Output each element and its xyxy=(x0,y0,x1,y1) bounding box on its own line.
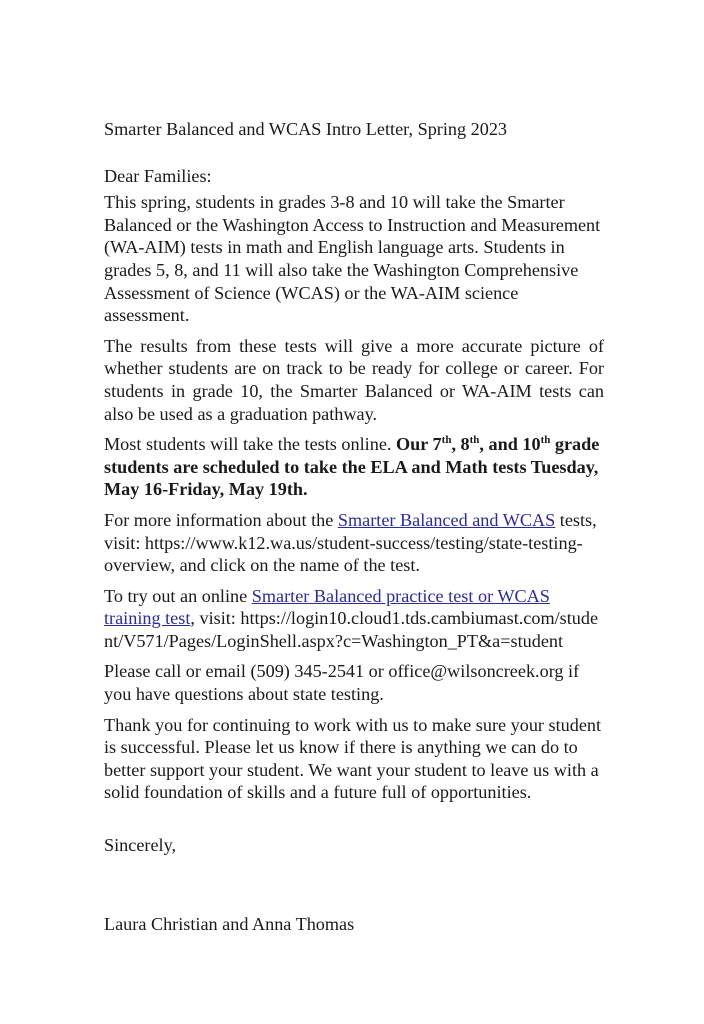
practice-url-text: , visit: https://login10.cloud1.tds.cambiumast.com/student/V571/Pages/LoginShell.aspx?c=Washington_PT&a=student xyxy=(104,608,599,651)
paragraph-practice-test xyxy=(104,585,604,653)
schedule-bold-part: Our 7 xyxy=(396,434,442,455)
practice-intro-text: To try out an online xyxy=(104,585,252,606)
salutation: Dear Families: xyxy=(104,165,212,186)
closing: Sincerely, xyxy=(104,835,177,856)
schedule-bold-part: , 8 xyxy=(451,434,470,455)
schedule-bold-part: grade students are scheduled to take the ELA and Math tests Tuesday, May 16-Friday, May 19th. xyxy=(104,434,600,500)
paragraph-schedule xyxy=(104,433,604,501)
schedule-intro: Most students will take the tests online. xyxy=(104,434,396,455)
signature: Laura Christian and Anna Thomas xyxy=(104,913,355,934)
letter-title: Smarter Balanced and WCAS Intro Letter, Spring 2023 xyxy=(104,119,508,139)
schedule-bold-part: , and 10 xyxy=(479,434,541,455)
more-info-url-text: tests, visit: https://www.k12.wa.us/student-success/testing/state-testing-overview, and click on the name of the test. xyxy=(104,509,597,576)
paragraph-more-info xyxy=(104,509,604,577)
paragraph-thank-you: Thank you for continuing to work with us to make sure your student is successful. Please let us know if there is anything we can do to better support your student. We want your student to leave us with a solid foundation of skills and a future full of opportunities. xyxy=(104,714,602,803)
smarter-balanced-wcas-link[interactable]: Smarter Balanced and WCAS xyxy=(337,509,556,530)
ordinal-suffix: th xyxy=(469,434,480,447)
ordinal-suffix: th xyxy=(540,434,551,447)
paragraph-contact: Please call or email (509) 345-2541 or office@wilsoncreek.org if you have questions about state testing. xyxy=(104,661,580,705)
paragraph-results: The results from these tests will give a more accurate picture of whether students are on track to be ready for college or career. For students in grade 10, the Smarter Balanced or WA-AIM tests can also be used as a graduation pathway. xyxy=(104,335,604,424)
more-info-text: For more information about the xyxy=(104,509,338,530)
paragraph-testing-overview: This spring, students in grades 3-8 and 10 will take the Smarter Balanced or the Washington Access to Instruction and Measurement (WA-AIM) tests in math and English language arts. Students in grades 5, 8, and 11 will also take the Washington Comprehensive Assessment of Science (WCAS) or the WA-AIM science assessment. xyxy=(104,192,601,326)
letter-page xyxy=(104,118,604,943)
practice-test-link[interactable]: Smarter Balanced practice test or WCAS training test xyxy=(104,585,550,629)
ordinal-suffix: th xyxy=(441,434,452,447)
